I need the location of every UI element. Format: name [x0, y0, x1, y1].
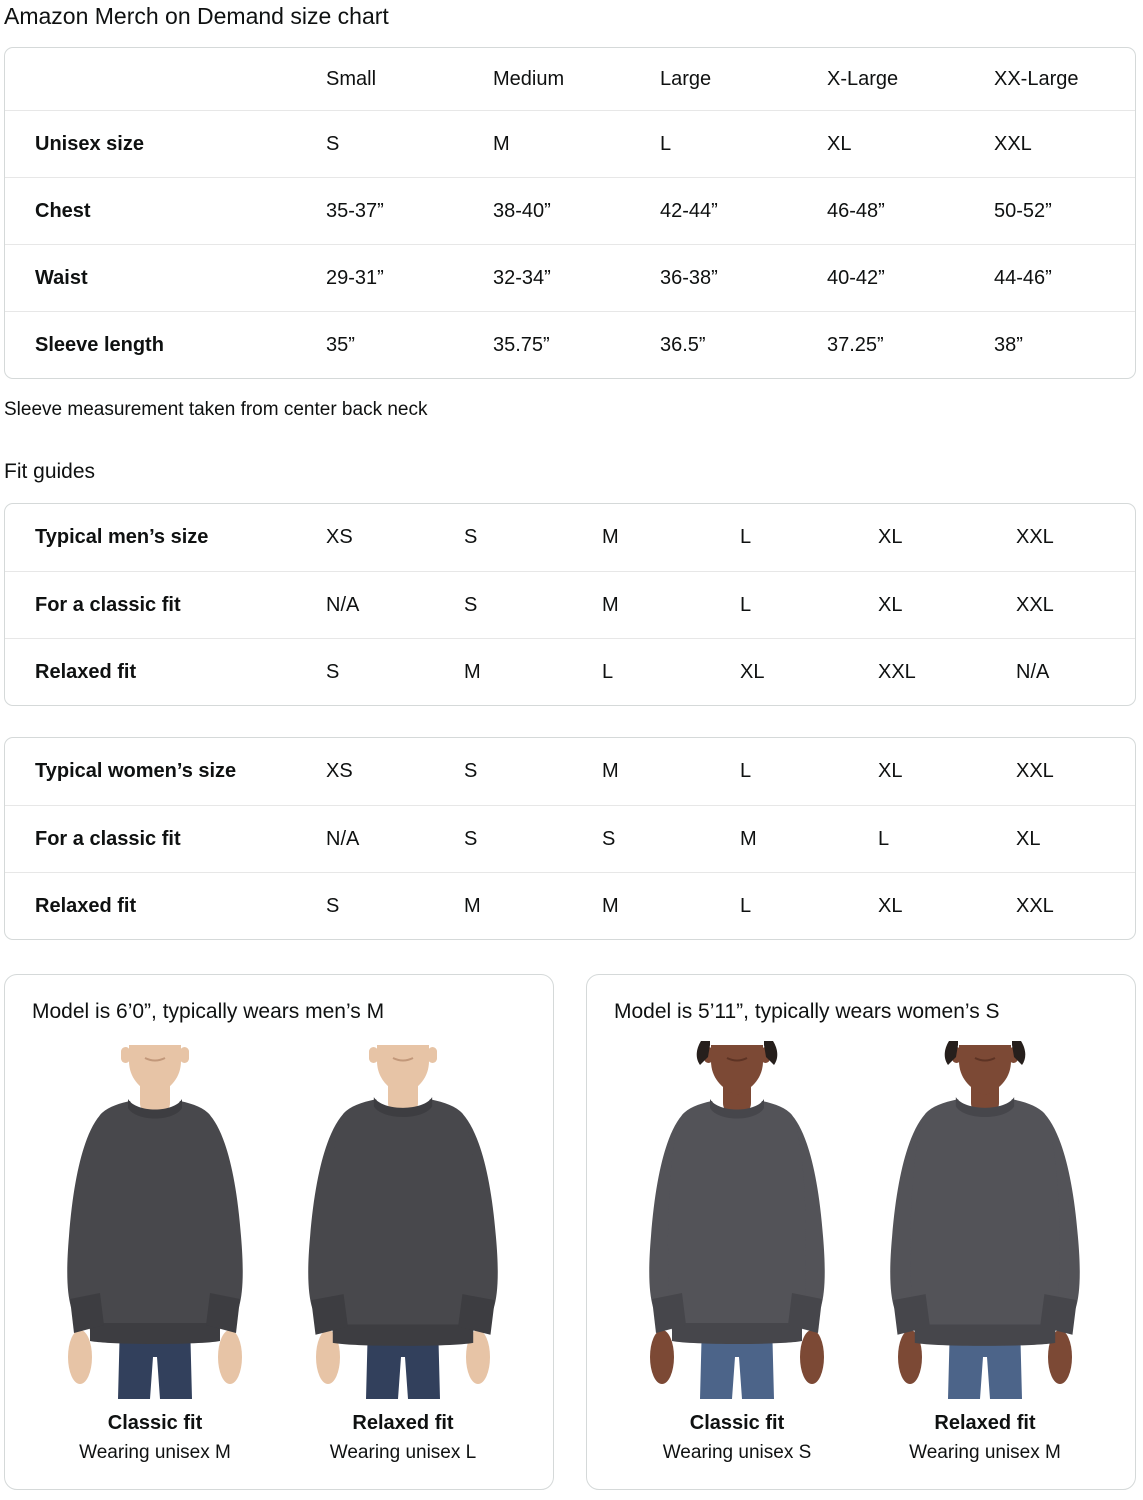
size-value: L [660, 110, 827, 177]
table-row-unisex-size [5, 110, 1135, 177]
model-photos [19, 1041, 539, 1464]
size-value: L [740, 760, 752, 782]
size-value: M [464, 638, 602, 705]
size-value: M [602, 526, 619, 548]
size-value: 35” [326, 311, 493, 378]
size-value: 38” [994, 311, 1135, 378]
fit-guides-heading: Fit guides [4, 460, 96, 483]
womens-model-card [586, 974, 1136, 1490]
size-value: L [740, 872, 878, 939]
size-value: M [602, 571, 740, 638]
size-value: S [464, 760, 478, 782]
model-photo [286, 1041, 520, 1399]
size-value: 36.5” [660, 311, 827, 378]
size-value: S [326, 872, 464, 939]
female-model-illustration [620, 1041, 854, 1399]
fit-label: Relaxed fit [352, 1412, 454, 1434]
corner-cell [5, 48, 326, 110]
size-value: XL [878, 571, 1016, 638]
table-row-chest [5, 177, 1135, 244]
size-value: XL [878, 872, 1016, 939]
sleeve-measurement-note: Sleeve measurement taken from center back neck [4, 399, 428, 420]
model-card-title: Model is 6’0”, typically wears men’s M [32, 1000, 385, 1023]
row-label: Chest [5, 177, 326, 244]
size-value: XL [1016, 805, 1135, 872]
wearing-label: Wearing unisex M [909, 1442, 1061, 1463]
size-value: S [464, 526, 478, 548]
size-value: S [326, 110, 493, 177]
fit-label: Relaxed fit [934, 1412, 1036, 1434]
size-table-header-row [5, 48, 1135, 110]
row-label: Waist [5, 244, 326, 311]
size-value: L [740, 526, 752, 548]
size-value: N/A [326, 571, 464, 638]
size-value: 36-38” [660, 244, 827, 311]
size-value: XXL [994, 110, 1135, 177]
size-value: 46-48” [827, 177, 994, 244]
column-header-medium: Medium [493, 67, 565, 90]
fit-label: Classic fit [107, 1412, 203, 1434]
size-value: M [464, 872, 602, 939]
size-value: M [493, 110, 660, 177]
size-table [4, 47, 1136, 379]
size-value: 35-37” [326, 177, 493, 244]
mens-model-card [4, 974, 554, 1490]
size-value: 37.25” [827, 311, 994, 378]
size-value: S [464, 571, 602, 638]
size-value: XXL [1016, 872, 1135, 939]
size-value: 50-52” [994, 177, 1135, 244]
size-value: M [602, 872, 740, 939]
size-value: M [602, 760, 619, 782]
column-header-xx-large: XX-Large [994, 67, 1079, 90]
table-row-typical-mens-size [5, 504, 1135, 571]
wearing-label: Wearing unisex S [662, 1442, 812, 1463]
male-model-illustration [38, 1041, 272, 1399]
womens-fit-table [4, 737, 1136, 940]
size-value: M [740, 805, 878, 872]
size-value: 32-34” [493, 244, 660, 311]
womens-classic-fit-figure [620, 1041, 854, 1464]
row-label: Sleeve length [5, 311, 326, 378]
size-value: S [464, 805, 602, 872]
size-value: XL [878, 760, 903, 782]
model-card-title: Model is 5’11”, typically wears women’s S [614, 1000, 1000, 1023]
size-value: XXL [1016, 571, 1135, 638]
size-value: 40-42” [827, 244, 994, 311]
column-header-small: Small [326, 67, 377, 90]
model-photo [620, 1041, 854, 1399]
wearing-label: Wearing unisex L [329, 1442, 477, 1463]
size-value: N/A [1016, 638, 1135, 705]
table-row-typical-womens-size [5, 738, 1135, 805]
female-model-illustration [868, 1041, 1102, 1399]
column-header-large: Large [660, 67, 712, 90]
table-row-sleeve-length [5, 311, 1135, 378]
row-label: Typical women’s size [35, 760, 237, 782]
size-value: XL [878, 526, 903, 548]
size-value: 38-40” [493, 177, 660, 244]
size-value: XS [326, 760, 353, 782]
womens-relaxed-fit-figure [868, 1041, 1102, 1464]
size-value: 29-31” [326, 244, 493, 311]
mens-relaxed-fit-figure [286, 1041, 520, 1464]
table-row-womens-relaxed-fit [5, 872, 1135, 939]
model-cards [4, 974, 1136, 1490]
size-value: L [878, 805, 1016, 872]
table-row-waist [5, 244, 1135, 311]
model-photos [601, 1041, 1121, 1464]
size-value: N/A [326, 805, 464, 872]
size-value: XXL [1016, 760, 1054, 782]
table-row-mens-classic-fit [5, 571, 1135, 638]
size-value: XL [740, 638, 878, 705]
table-row-womens-classic-fit [5, 805, 1135, 872]
size-value: 44-46” [994, 244, 1135, 311]
size-value: 35.75” [493, 311, 660, 378]
row-label: Relaxed fit [5, 638, 326, 705]
row-label: Relaxed fit [5, 872, 326, 939]
mens-fit-table [4, 503, 1136, 706]
size-value: XXL [1016, 526, 1054, 548]
row-label: Unisex size [5, 110, 326, 177]
row-label: Typical men’s size [35, 526, 209, 548]
size-value: 42-44” [660, 177, 827, 244]
size-value: S [602, 805, 740, 872]
male-model-illustration [286, 1041, 520, 1399]
size-value: XS [326, 526, 353, 548]
size-value: L [740, 571, 878, 638]
row-label: For a classic fit [5, 571, 326, 638]
model-photo [868, 1041, 1102, 1399]
wearing-label: Wearing unisex M [79, 1442, 231, 1463]
fit-label: Classic fit [689, 1412, 785, 1434]
table-row-mens-relaxed-fit [5, 638, 1135, 705]
size-value: XL [827, 110, 994, 177]
mens-classic-fit-figure [38, 1041, 272, 1464]
row-label: For a classic fit [5, 805, 326, 872]
size-value: XXL [878, 638, 1016, 705]
size-value: S [326, 638, 464, 705]
size-value: L [602, 638, 740, 705]
page-title: Amazon Merch on Demand size chart [4, 3, 389, 29]
column-header-x-large: X-Large [827, 67, 899, 90]
model-photo [38, 1041, 272, 1399]
